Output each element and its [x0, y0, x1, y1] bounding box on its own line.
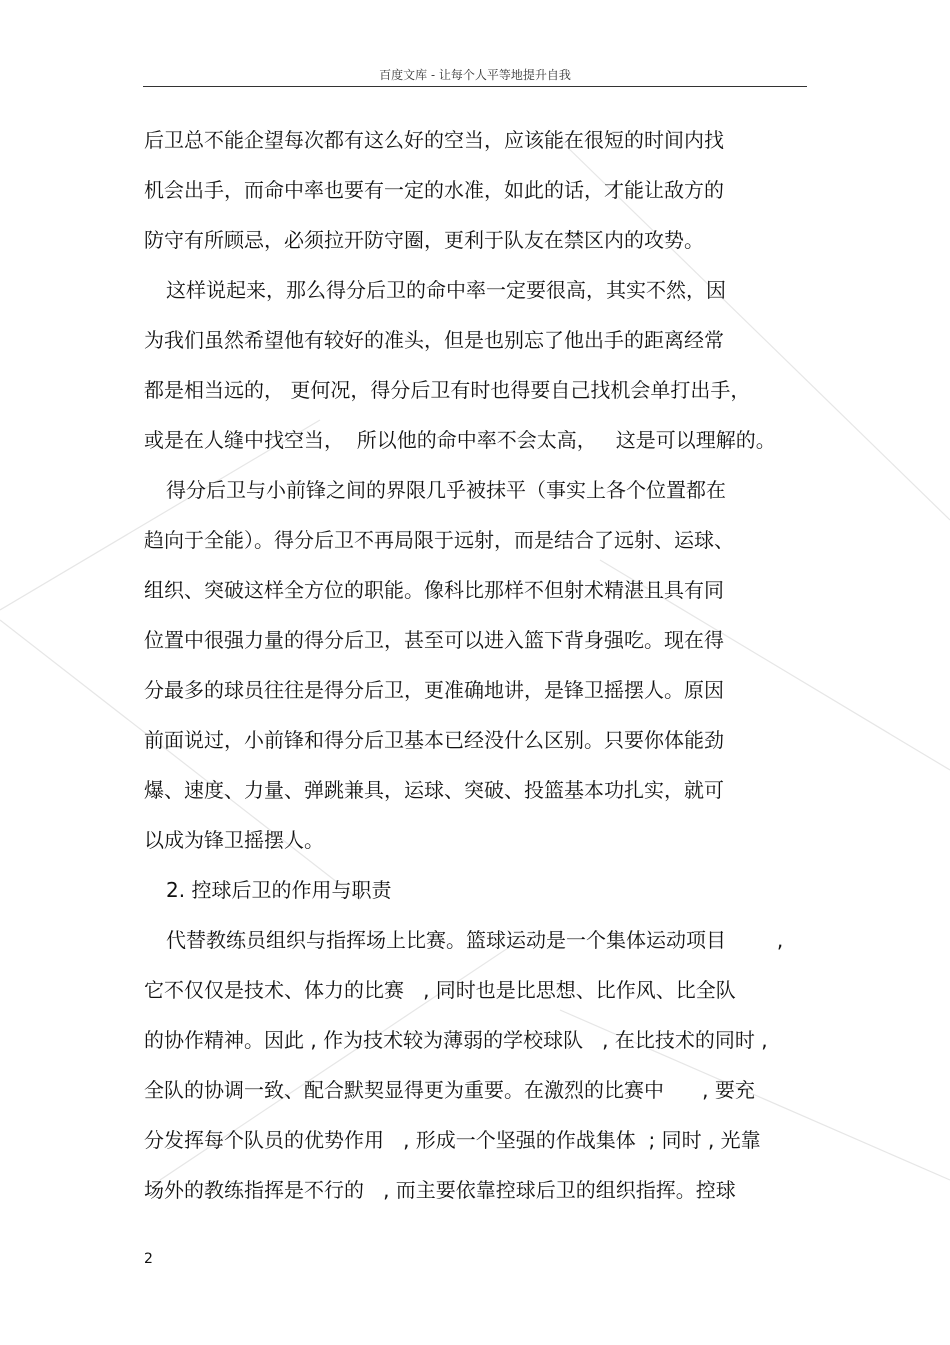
- text-line: 的协作精神。因此 , 作为技术较为薄弱的学校球队 , 在比技术的同时 ,: [144, 1028, 768, 1052]
- text-line: 它不仅仅是技术、体力的比赛 , 同时也是比思想、比作风、比全队: [144, 978, 736, 1002]
- text-line: 趋向于全能）。得分后卫不再局限于远射，而是结合了远射、运球、: [144, 528, 734, 552]
- text-line: 后卫总不能企望每次都有这么好的空当，应该能在很短的时间内找: [144, 128, 724, 152]
- text-line: 全队的协调一致、配合默契显得更为重要。在激烈的比赛中 , 要充: [144, 1078, 755, 1102]
- body-text: [144, 120, 808, 1220]
- page-header: 百度文库 - 让每个人平等地提升自我: [379, 68, 571, 82]
- header-divider: [143, 86, 807, 87]
- text-line: 分最多的球员往往是得分后卫，更准确地讲，是锋卫摇摆人。原因: [144, 678, 724, 702]
- section-heading: 2. 控球后卫的作用与职责: [166, 878, 392, 902]
- text-line: 场外的教练指挥是不行的 , 而主要依靠控球后卫的组织指挥。控球: [144, 1178, 736, 1202]
- text-line: 防守有所顾忌，必须拉开防守圈，更利于队友在禁区内的攻势。: [144, 228, 704, 252]
- text-line: 位置中很强力量的得分后卫，甚至可以进入篮下背身强吃。现在得: [144, 628, 724, 652]
- text-line: 得分后卫与小前锋之间的界限几乎被抹平（事实上各个位置都在: [166, 478, 726, 502]
- text-line: 或是在人缝中找空当， 所以他的命中率不会太高， 这是可以理解的。: [144, 428, 776, 452]
- page-number: 2: [144, 1251, 153, 1267]
- text-line: 前面说过，小前锋和得分后卫基本已经没什么区别。只要你体能劲: [144, 728, 724, 752]
- text-line: 以成为锋卫摇摆人。: [144, 828, 324, 852]
- text-line: 代替教练员组织与指挥场上比赛。篮球运动是一个集体运动项目 ,: [166, 928, 784, 952]
- text-line: 组织、突破这样全方位的职能。像科比那样不但射术精湛且具有同: [144, 578, 724, 602]
- text-line: 分发挥每个队员的优势作用 , 形成一个坚强的作战集体 ; 同时 , 光靠: [144, 1128, 761, 1152]
- text-line: 爆、速度、力量、弹跳兼具，运球、突破、投篮基本功扎实，就可: [144, 778, 724, 802]
- text-line: 机会出手，而命中率也要有一定的水准，如此的话，才能让敌方的: [144, 178, 724, 202]
- text-line: 都是相当远的， 更何况，得分后卫有时也得要自己找机会单打出手，: [144, 378, 751, 402]
- text-line: 为我们虽然希望他有较好的准头，但是也别忘了他出手的距离经常: [144, 328, 724, 352]
- text-line: 这样说起来，那么得分后卫的命中率一定要很高，其实不然，因: [166, 278, 726, 302]
